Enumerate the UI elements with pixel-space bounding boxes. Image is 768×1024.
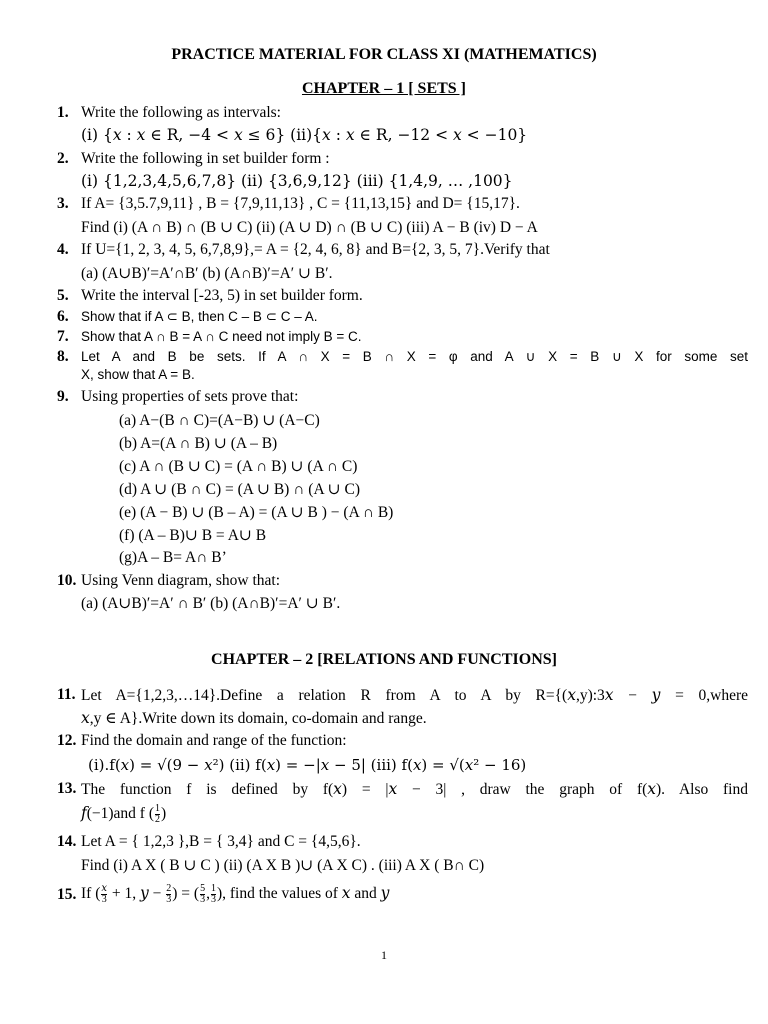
question-10-text: Using Venn diagram, show that: [81,572,281,589]
fraction [200,884,205,905]
question-12-sub: (i).f(𝑥) = √(9 − 𝑥²) (ii) f(𝑥) = −|𝑥 − 5| (iii) f(𝑥) = √(𝑥² − 16) [88,756,527,774]
fraction [166,884,171,905]
question-9-part: (f) (A – B)∪ B = A∪ B [119,527,267,544]
question-number: 2. [57,150,69,167]
question-number: 4. [57,241,69,258]
main-title: PRACTICE MATERIAL FOR CLASS XI (MATHEMATICS) [171,46,597,63]
q15-post: ), find the values of 𝑥 and 𝑦 [216,885,390,902]
q15-comma: , [206,885,210,902]
question-13-sub-b: ) [161,805,167,823]
question-13-sub-a: 𝑓(−1)and f ( [81,805,155,823]
question-number: 15. [57,886,77,903]
question-4-sub: (a) (A∪B)′=A′∩B′ (b) (A∩B)′=A′ ∪ B′. [81,265,333,282]
question-number: 5. [57,287,69,304]
fraction-denominator: 3 [101,893,107,905]
question-6-text: Show that if A ⊂ B, then C – B ⊂ C – A. [81,309,318,324]
question-number: 1. [57,104,69,121]
fraction-numerator: 5 [200,882,206,894]
question-9-part: (c) A ∩ (B ∪ C) = (A ∩ B) ∪ (A ∩ C) [119,458,358,475]
question-number: 12. [57,732,77,749]
question-7-text: Show that A ∩ B = A ∩ C need not imply B = C. [81,329,362,344]
question-9-part: (g)A – B= A∩ B’ [119,549,227,566]
q15-pre: If ( [81,885,101,902]
question-number: 10. [57,572,77,589]
question-number: 14. [57,833,77,850]
fraction [155,804,160,825]
question-3-sub: Find (i) (A ∩ B) ∩ (B ∪ C) (ii) (A ∪ D) ∩ (B ∪ C) (iii) A − B (iv) D − A [81,219,538,236]
question-9-part: (b) A=(A ∩ B) ∪ (A – B) [119,435,278,452]
question-number: 13. [57,780,77,797]
question-11-sub: 𝑥,y ∈ A}.Write down its domain, co-domain and range. [81,710,427,727]
question-13-text: The function f is defined by f(𝑥) = |𝑥 − 3| , draw the graph of f(𝑥). Also find [81,781,748,798]
fraction-numerator: 1 [210,882,216,894]
question-14-sub: Find (i) A X ( B ∪ C ) (ii) (A X B )∪ (A X C) . (iii) A X ( B∩ C) [81,857,485,874]
question-12-text: Find the domain and range of the function: [81,732,347,749]
question-9-text: Using properties of sets prove that: [81,388,299,405]
fraction-denominator: 2 [155,814,161,825]
question-number: 7. [57,328,69,345]
question-number: 8. [57,348,69,365]
fraction-numerator: 1 [155,803,161,814]
q15-mid1: + 1, 𝑦 − [108,885,166,902]
fraction [101,884,107,905]
question-8-text: Let A and B be sets. If A ∩ X = B ∩ X = φ and A ∪ X = B ∪ X for some set [81,349,748,364]
page-number: 1 [381,948,387,962]
question-number: 6. [57,308,69,325]
question-3-text: If A= {3,5.7,9,11} , B = {7,9,11,13} , C = {11,13,15} and D= {15,17}. [81,195,520,212]
question-4-text: If U={1, 2, 3, 4, 5, 6,7,8,9},= A = {2, 4, 6, 8} and B={2, 3, 5, 7}.Verify that [81,241,550,258]
fraction-denominator: 3 [200,893,206,905]
fraction-numerator: 2 [166,882,172,894]
question-10-sub: (a) (A∪B)′=A′ ∩ B′ (b) (A∩B)′=A′ ∪ B′. [81,595,341,612]
question-5-text: Write the interval [-23, 5) in set builder form. [81,287,363,304]
question-number: 3. [57,195,69,212]
chapter-1-title: CHAPTER – 1 [ SETS ] [301,80,467,97]
question-9-part: (a) A−(B ∩ C)=(A−B) ∪ (A−C) [119,412,320,429]
question-number: 9. [57,388,69,405]
fraction [211,884,216,905]
chapter-2-title: CHAPTER – 2 [RELATIONS AND FUNCTIONS] [211,651,557,668]
question-1-sub: (i) {𝑥 : 𝑥 ∈ R, −4 < 𝑥 ≤ 6} (ii){𝑥 : 𝑥 ∈ R, −12 < 𝑥 < −10} [81,126,528,144]
fraction-denominator: 3 [166,893,172,905]
question-number: 11. [57,686,76,703]
question-13-sub [81,804,166,825]
question-1-text: Write the following as intervals: [81,104,281,121]
question-11-text: Let A={1,2,3,…14}.Define a relation R from A to A by R={(𝑥,y):3𝑥 − 𝑦 = 0,where [81,687,748,704]
fraction-denominator: 3 [210,893,216,905]
question-8-sub: X, show that A = B. [81,367,195,382]
question-14-text: Let A = { 1,2,3 },B = { 3,4} and C = {4,5,6}. [81,833,361,850]
question-15-text [81,881,389,907]
fraction-numerator: 𝑥 [101,882,108,894]
question-9-part: (d) A ∪ (B ∩ C) = (A ∪ B) ∩ (A ∪ C) [119,481,361,498]
q15-mid2: ) = ( [172,885,200,902]
question-2-text: Write the following in set builder form : [81,150,330,167]
question-2-sub: (i) {1,2,3,4,5,6,7,8} (ii) {3,6,9,12} (iii) {1,4,9, … ,100} [81,172,513,190]
question-9-part: (e) (A − B) ∪ (B – A) = (A ∪ B ) − (A ∩ B) [119,504,394,521]
